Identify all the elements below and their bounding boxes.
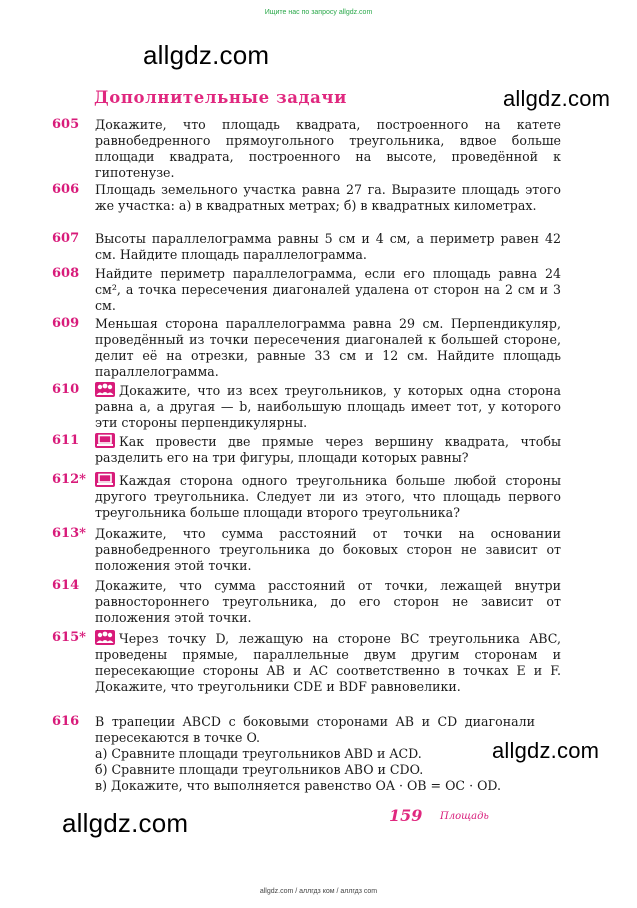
- group-icon: [95, 630, 115, 645]
- bottom-links[interactable]: allgdz.com / аллгдз ком / аллгдз com: [259, 888, 378, 895]
- problem-number: 609: [52, 316, 80, 331]
- problem-text: Докажите, что сумма расстояний от точки на основании равнобедренного треугольника до боковых сторон не зависит от положения этой точки.: [95, 526, 561, 573]
- watermark: allgdz.com: [143, 40, 270, 70]
- problem-number: 605: [52, 117, 80, 132]
- top-link[interactable]: Ищите нас по запросу allgdz.com: [264, 9, 373, 16]
- problem-text: Высоты параллелограмма равны 5 см и 4 см, а периметр равен 42 см. Найдите площадь параллелограмма.: [95, 231, 561, 262]
- problem-text: Площадь земельного участка равна 27 га. Выразите площадь этого же участка: а) в квадратных метрах; б) в квадратных километрах.: [95, 182, 561, 213]
- watermark: allgdz.com: [503, 86, 611, 111]
- problem-text: Докажите, что площадь квадрата, построенного на катете равнобедренного прямоугольного треугольника, вдвое больше площади квадрата, построенного на высоте, проведённой к гипотенузе.: [95, 117, 561, 180]
- problem-text: Как провести две прямые через вершину квадрата, чтобы разделить его на три фигуры, площади которых равны?: [95, 434, 561, 465]
- problem-number: 612*: [52, 472, 86, 487]
- problem-text-block: [95, 472, 561, 521]
- problem-text-block: [95, 382, 561, 431]
- section-heading: Дополнительные задачи: [94, 88, 347, 107]
- laptop-icon: [95, 472, 115, 487]
- problem-number: 615*: [52, 630, 86, 645]
- laptop-icon: [95, 433, 115, 448]
- problem-number: 610: [52, 382, 80, 397]
- group-icon: [95, 382, 115, 397]
- problem-text: В трапеции ABCD с боковыми сторонами AB и CD диагонали пересекаются в точке O.: [95, 714, 535, 745]
- problem-text-block: [95, 714, 535, 794]
- problem-number: 616: [52, 714, 80, 729]
- problem-text: Через точку D, лежащую на стороне BC треугольника ABC, проведены прямые, параллельные двум другим сторонам и пересекающие стороны AB и AC соответственно в точках E и F. Докажите, что треугольники CDE и BDF равновелики.: [95, 631, 561, 694]
- problem-number: 613*: [52, 526, 86, 541]
- watermark: allgdz.com: [492, 738, 600, 763]
- problem-number: 607: [52, 231, 80, 246]
- page-number: 159: [389, 806, 423, 825]
- problem-text: Найдите периметр параллелограмма, если его площадь равна 24 см², а точка пересечения диагоналей удалена от сторон на 2 см и 3 см.: [95, 266, 561, 313]
- problem-text-block: [95, 630, 561, 695]
- problem-text: Докажите, что из всех треугольников, у которых одна сторона равна a, а другая — b, наибольшую площадь имеет тот, у которого эти стороны перпендикулярны.: [95, 383, 561, 430]
- problem-number: 606: [52, 182, 80, 197]
- sub-item: а) Сравните площади треугольников ABD и ACD.: [95, 745, 422, 761]
- sub-item: в) Докажите, что выполняется равенство OA · OB = OC · OD.: [95, 777, 502, 793]
- problem-number: 611: [52, 433, 80, 448]
- watermark: allgdz.com: [62, 808, 189, 838]
- problem-number: 614: [52, 578, 80, 593]
- running-title: Площадь: [440, 811, 489, 822]
- problem-text-block: [95, 433, 561, 466]
- problem-number: 608: [52, 266, 80, 281]
- problem-text: Докажите, что сумма расстояний от точки, лежащей внутри равностороннего треугольника, до его сторон не зависит от положения этой точки.: [95, 578, 561, 625]
- problem-text: Меньшая сторона параллелограмма равна 29 см. Перпендикуляр, проведённый из точки пересечения диагоналей к большей стороне, делит её на отрезки, равные 33 см и 12 см. Найдите площадь параллелограмма.: [95, 316, 561, 379]
- sub-item: б) Сравните площади треугольников ABO и CDO.: [95, 761, 424, 777]
- problem-text: Каждая сторона одного треугольника больше любой стороны другого треугольника. Следует ли из этого, что площадь первого треугольника больше площади второго треугольника?: [95, 473, 561, 520]
